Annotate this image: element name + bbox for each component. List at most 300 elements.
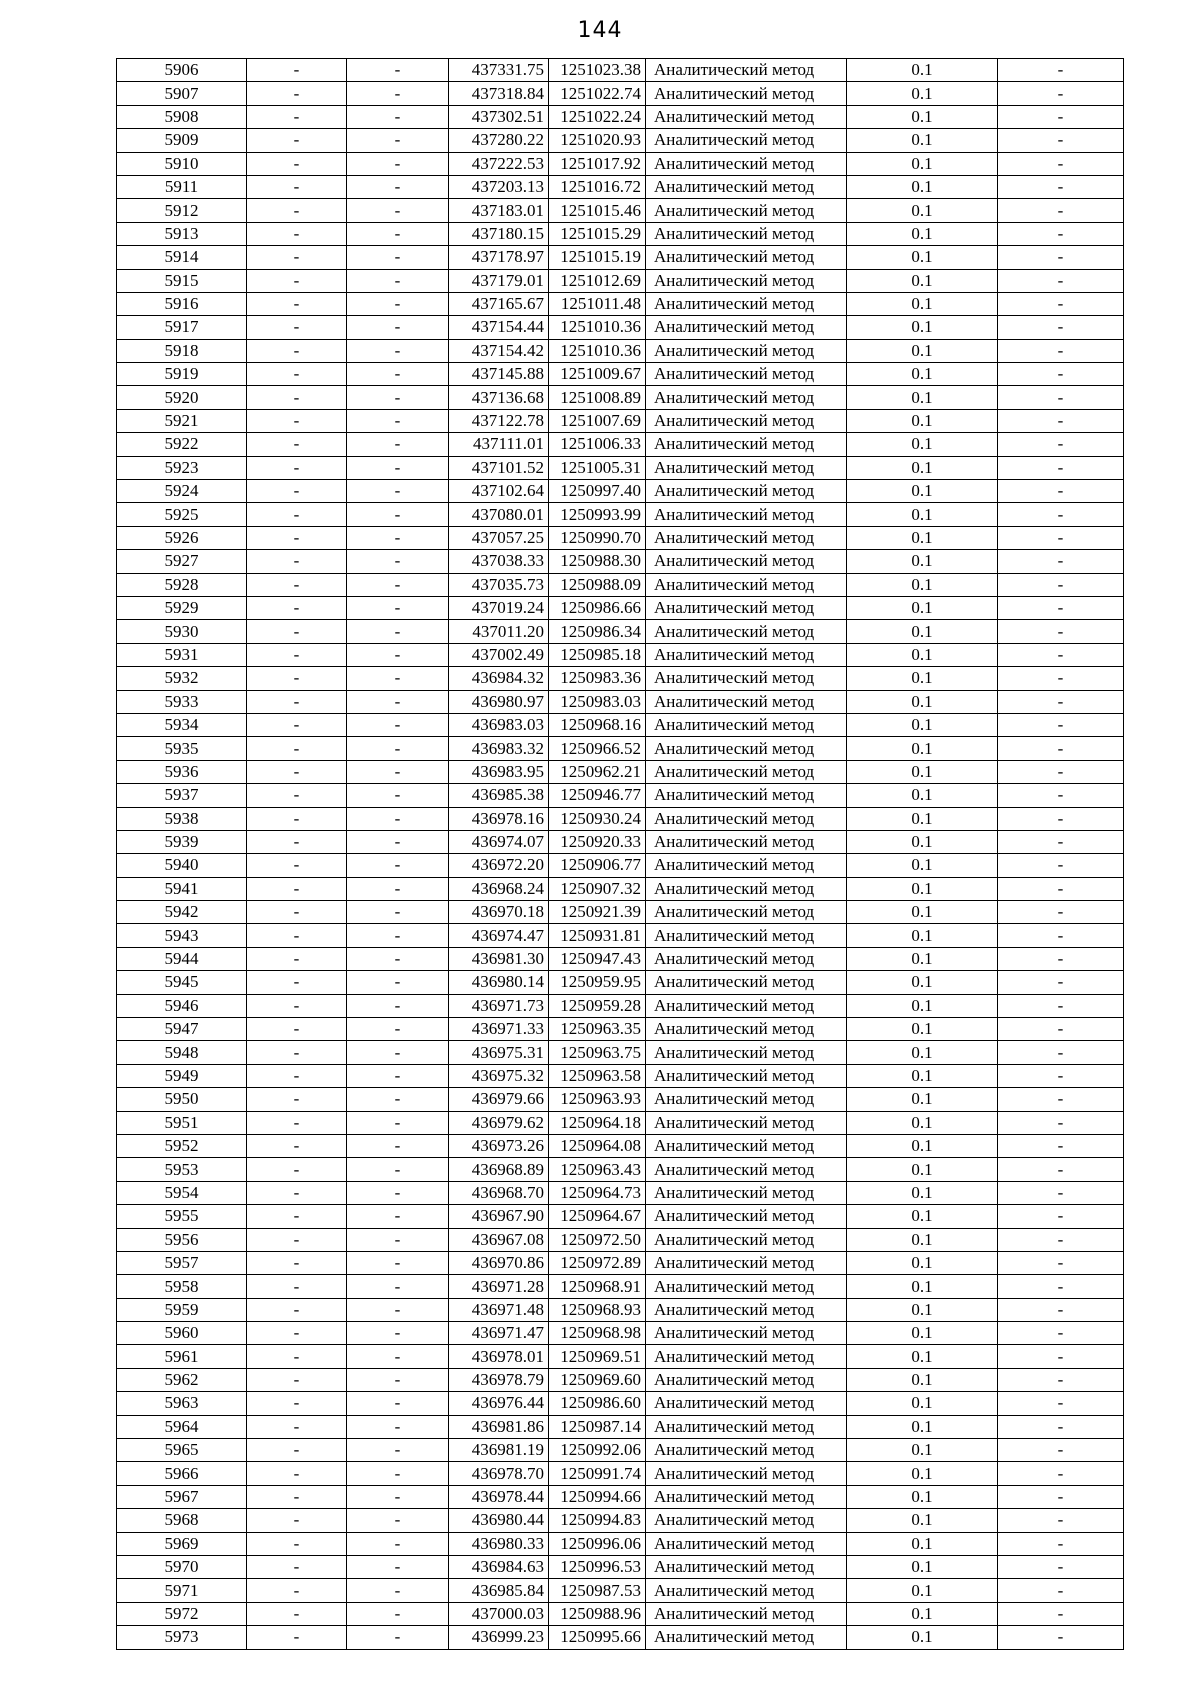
cell-point-number: 5972: [117, 1602, 247, 1625]
cell-col-c: -: [347, 152, 449, 175]
cell-precision: 0.1: [847, 667, 998, 690]
cell-col-h: -: [998, 59, 1124, 82]
cell-precision: 0.1: [847, 1485, 998, 1508]
cell-col-c: -: [347, 175, 449, 198]
cell-method: Аналитический метод: [646, 316, 847, 339]
table-row: [117, 1602, 1124, 1625]
cell-point-number: 5909: [117, 129, 247, 152]
cell-method: Аналитический метод: [646, 620, 847, 643]
cell-method: Аналитический метод: [646, 1532, 847, 1555]
cell-col-b: -: [247, 573, 347, 596]
cell-method: Аналитический метод: [646, 854, 847, 877]
table-row: [117, 1556, 1124, 1579]
cell-x-coordinate: 436967.08: [449, 1228, 549, 1251]
cell-col-h: -: [998, 222, 1124, 245]
cell-point-number: 5912: [117, 199, 247, 222]
cell-col-b: -: [247, 409, 347, 432]
table-row: [117, 667, 1124, 690]
cell-x-coordinate: 437178.97: [449, 246, 549, 269]
cell-precision: 0.1: [847, 924, 998, 947]
cell-precision: 0.1: [847, 784, 998, 807]
cell-y-coordinate: 1250993.99: [549, 503, 646, 526]
cell-y-coordinate: 1250968.16: [549, 713, 646, 736]
cell-y-coordinate: 1250959.28: [549, 994, 646, 1017]
cell-col-c: -: [347, 690, 449, 713]
cell-point-number: 5917: [117, 316, 247, 339]
cell-y-coordinate: 1251015.46: [549, 199, 646, 222]
cell-col-b: -: [247, 175, 347, 198]
cell-col-h: -: [998, 82, 1124, 105]
cell-col-b: -: [247, 760, 347, 783]
table-row: [117, 339, 1124, 362]
cell-col-h: -: [998, 1579, 1124, 1602]
table-row: [117, 1485, 1124, 1508]
cell-y-coordinate: 1250947.43: [549, 947, 646, 970]
cell-point-number: 5949: [117, 1064, 247, 1087]
cell-y-coordinate: 1250930.24: [549, 807, 646, 830]
cell-col-h: -: [998, 480, 1124, 503]
cell-col-b: -: [247, 1275, 347, 1298]
cell-point-number: 5957: [117, 1251, 247, 1274]
cell-point-number: 5929: [117, 596, 247, 619]
cell-col-c: -: [347, 784, 449, 807]
cell-method: Аналитический метод: [646, 152, 847, 175]
cell-col-h: -: [998, 526, 1124, 549]
cell-y-coordinate: 1250983.03: [549, 690, 646, 713]
cell-col-c: -: [347, 1251, 449, 1274]
cell-col-c: -: [347, 1579, 449, 1602]
cell-point-number: 5941: [117, 877, 247, 900]
cell-method: Аналитический метод: [646, 1462, 847, 1485]
cell-col-h: -: [998, 409, 1124, 432]
table-row: [117, 1181, 1124, 1204]
cell-method: Аналитический метод: [646, 1485, 847, 1508]
cell-point-number: 5918: [117, 339, 247, 362]
cell-col-b: -: [247, 1298, 347, 1321]
cell-x-coordinate: 436970.18: [449, 901, 549, 924]
cell-col-b: -: [247, 363, 347, 386]
table-row: [117, 386, 1124, 409]
cell-method: Аналитический метод: [646, 480, 847, 503]
cell-col-b: -: [247, 784, 347, 807]
cell-precision: 0.1: [847, 573, 998, 596]
table-row: [117, 690, 1124, 713]
cell-col-b: -: [247, 1485, 347, 1508]
cell-x-coordinate: 437102.64: [449, 480, 549, 503]
cell-x-coordinate: 436978.44: [449, 1485, 549, 1508]
cell-col-c: -: [347, 1462, 449, 1485]
cell-col-b: -: [247, 1556, 347, 1579]
cell-precision: 0.1: [847, 1602, 998, 1625]
cell-precision: 0.1: [847, 1415, 998, 1438]
cell-col-b: -: [247, 667, 347, 690]
cell-precision: 0.1: [847, 59, 998, 82]
cell-col-c: -: [347, 480, 449, 503]
cell-method: Аналитический метод: [646, 246, 847, 269]
cell-col-h: -: [998, 246, 1124, 269]
cell-precision: 0.1: [847, 550, 998, 573]
cell-col-h: -: [998, 667, 1124, 690]
table-row: [117, 246, 1124, 269]
cell-method: Аналитический метод: [646, 292, 847, 315]
cell-point-number: 5970: [117, 1556, 247, 1579]
cell-precision: 0.1: [847, 1298, 998, 1321]
cell-col-c: -: [347, 1064, 449, 1087]
cell-col-c: -: [347, 1181, 449, 1204]
cell-precision: 0.1: [847, 1088, 998, 1111]
cell-col-h: -: [998, 1041, 1124, 1064]
table-row: [117, 199, 1124, 222]
cell-x-coordinate: 436980.97: [449, 690, 549, 713]
cell-precision: 0.1: [847, 1251, 998, 1274]
cell-col-b: -: [247, 1111, 347, 1134]
cell-point-number: 5923: [117, 456, 247, 479]
cell-x-coordinate: 436978.79: [449, 1368, 549, 1391]
cell-col-h: -: [998, 1626, 1124, 1649]
table-row: [117, 784, 1124, 807]
table-row: [117, 503, 1124, 526]
cell-x-coordinate: 436978.01: [449, 1345, 549, 1368]
cell-col-c: -: [347, 1041, 449, 1064]
table-row: [117, 924, 1124, 947]
cell-point-number: 5910: [117, 152, 247, 175]
cell-point-number: 5927: [117, 550, 247, 573]
cell-col-h: -: [998, 339, 1124, 362]
cell-precision: 0.1: [847, 713, 998, 736]
cell-x-coordinate: 437179.01: [449, 269, 549, 292]
cell-point-number: 5931: [117, 643, 247, 666]
cell-method: Аналитический метод: [646, 830, 847, 853]
cell-col-b: -: [247, 386, 347, 409]
cell-col-c: -: [347, 222, 449, 245]
cell-x-coordinate: 437180.15: [449, 222, 549, 245]
cell-col-h: -: [998, 292, 1124, 315]
cell-col-b: -: [247, 1181, 347, 1204]
cell-col-b: -: [247, 994, 347, 1017]
cell-col-h: -: [998, 1392, 1124, 1415]
cell-point-number: 5967: [117, 1485, 247, 1508]
cell-col-b: -: [247, 269, 347, 292]
cell-point-number: 5954: [117, 1181, 247, 1204]
cell-precision: 0.1: [847, 947, 998, 970]
cell-x-coordinate: 436971.73: [449, 994, 549, 1017]
cell-x-coordinate: 436970.86: [449, 1251, 549, 1274]
cell-precision: 0.1: [847, 339, 998, 362]
cell-col-c: -: [347, 59, 449, 82]
cell-y-coordinate: 1251009.67: [549, 363, 646, 386]
cell-point-number: 5907: [117, 82, 247, 105]
cell-y-coordinate: 1250964.18: [549, 1111, 646, 1134]
table-row: [117, 760, 1124, 783]
cell-precision: 0.1: [847, 316, 998, 339]
cell-y-coordinate: 1250963.58: [549, 1064, 646, 1087]
cell-y-coordinate: 1250966.52: [549, 737, 646, 760]
cell-method: Аналитический метод: [646, 1439, 847, 1462]
table-row: [117, 1205, 1124, 1228]
cell-method: Аналитический метод: [646, 1111, 847, 1134]
cell-col-b: -: [247, 643, 347, 666]
cell-col-h: -: [998, 1556, 1124, 1579]
cell-col-b: -: [247, 503, 347, 526]
cell-y-coordinate: 1250991.74: [549, 1462, 646, 1485]
cell-point-number: 5966: [117, 1462, 247, 1485]
table-row: [117, 620, 1124, 643]
cell-col-h: -: [998, 105, 1124, 128]
cell-x-coordinate: 436973.26: [449, 1134, 549, 1157]
cell-point-number: 5940: [117, 854, 247, 877]
cell-col-h: -: [998, 830, 1124, 853]
cell-col-h: -: [998, 1298, 1124, 1321]
table-row: [117, 82, 1124, 105]
cell-col-h: -: [998, 901, 1124, 924]
cell-col-c: -: [347, 316, 449, 339]
cell-y-coordinate: 1250920.33: [549, 830, 646, 853]
cell-col-b: -: [247, 1579, 347, 1602]
cell-y-coordinate: 1250988.96: [549, 1602, 646, 1625]
cell-x-coordinate: 437302.51: [449, 105, 549, 128]
cell-method: Аналитический метод: [646, 1322, 847, 1345]
cell-x-coordinate: 437101.52: [449, 456, 549, 479]
cell-y-coordinate: 1250987.14: [549, 1415, 646, 1438]
cell-method: Аналитический метод: [646, 971, 847, 994]
cell-y-coordinate: 1250906.77: [549, 854, 646, 877]
cell-precision: 0.1: [847, 175, 998, 198]
cell-col-h: -: [998, 596, 1124, 619]
cell-col-c: -: [347, 1158, 449, 1181]
cell-x-coordinate: 437035.73: [449, 573, 549, 596]
cell-point-number: 5945: [117, 971, 247, 994]
cell-col-c: -: [347, 246, 449, 269]
cell-x-coordinate: 436968.70: [449, 1181, 549, 1204]
cell-col-b: -: [247, 1392, 347, 1415]
cell-point-number: 5916: [117, 292, 247, 315]
table-row: [117, 737, 1124, 760]
cell-col-h: -: [998, 1368, 1124, 1391]
cell-method: Аналитический метод: [646, 269, 847, 292]
cell-point-number: 5915: [117, 269, 247, 292]
cell-method: Аналитический метод: [646, 1602, 847, 1625]
cell-precision: 0.1: [847, 1158, 998, 1181]
cell-col-c: -: [347, 199, 449, 222]
table-row: [117, 129, 1124, 152]
table-body: [117, 59, 1124, 1650]
cell-y-coordinate: 1251010.36: [549, 316, 646, 339]
table-row: [117, 363, 1124, 386]
cell-precision: 0.1: [847, 105, 998, 128]
cell-y-coordinate: 1250968.93: [549, 1298, 646, 1321]
cell-col-h: -: [998, 550, 1124, 573]
cell-y-coordinate: 1250963.43: [549, 1158, 646, 1181]
cell-col-h: -: [998, 1439, 1124, 1462]
cell-y-coordinate: 1250992.06: [549, 1439, 646, 1462]
cell-col-c: -: [347, 573, 449, 596]
table-row: [117, 573, 1124, 596]
cell-col-b: -: [247, 1018, 347, 1041]
cell-method: Аналитический метод: [646, 901, 847, 924]
cell-precision: 0.1: [847, 1532, 998, 1555]
table-row: [117, 1392, 1124, 1415]
cell-method: Аналитический метод: [646, 1158, 847, 1181]
cell-x-coordinate: 437057.25: [449, 526, 549, 549]
cell-col-h: -: [998, 1509, 1124, 1532]
cell-col-b: -: [247, 830, 347, 853]
cell-col-h: -: [998, 1275, 1124, 1298]
cell-precision: 0.1: [847, 1626, 998, 1649]
cell-col-c: -: [347, 503, 449, 526]
cell-precision: 0.1: [847, 877, 998, 900]
table-row: [117, 807, 1124, 830]
cell-method: Аналитический метод: [646, 1041, 847, 1064]
cell-y-coordinate: 1250959.95: [549, 971, 646, 994]
cell-y-coordinate: 1250962.21: [549, 760, 646, 783]
cell-col-c: -: [347, 854, 449, 877]
cell-method: Аналитический метод: [646, 386, 847, 409]
cell-precision: 0.1: [847, 409, 998, 432]
cell-x-coordinate: 436971.47: [449, 1322, 549, 1345]
cell-point-number: 5926: [117, 526, 247, 549]
cell-precision: 0.1: [847, 269, 998, 292]
cell-point-number: 5924: [117, 480, 247, 503]
cell-point-number: 5947: [117, 1018, 247, 1041]
cell-x-coordinate: 436968.89: [449, 1158, 549, 1181]
cell-col-c: -: [347, 1439, 449, 1462]
cell-method: Аналитический метод: [646, 1556, 847, 1579]
table-row: [117, 433, 1124, 456]
cell-col-h: -: [998, 503, 1124, 526]
cell-y-coordinate: 1250996.06: [549, 1532, 646, 1555]
cell-y-coordinate: 1251010.36: [549, 339, 646, 362]
cell-col-c: -: [347, 1322, 449, 1345]
table-row: [117, 877, 1124, 900]
cell-point-number: 5968: [117, 1509, 247, 1532]
cell-x-coordinate: 437145.88: [449, 363, 549, 386]
table-row: [117, 994, 1124, 1017]
cell-col-c: -: [347, 643, 449, 666]
cell-method: Аналитический метод: [646, 877, 847, 900]
cell-col-h: -: [998, 713, 1124, 736]
cell-precision: 0.1: [847, 737, 998, 760]
cell-col-b: -: [247, 1322, 347, 1345]
cell-col-c: -: [347, 877, 449, 900]
cell-col-h: -: [998, 1485, 1124, 1508]
cell-point-number: 5944: [117, 947, 247, 970]
cell-y-coordinate: 1251015.29: [549, 222, 646, 245]
cell-y-coordinate: 1251011.48: [549, 292, 646, 315]
cell-precision: 0.1: [847, 152, 998, 175]
cell-method: Аналитический метод: [646, 1368, 847, 1391]
cell-method: Аналитический метод: [646, 1415, 847, 1438]
cell-y-coordinate: 1251022.24: [549, 105, 646, 128]
table-row: [117, 1532, 1124, 1555]
cell-col-h: -: [998, 643, 1124, 666]
cell-col-c: -: [347, 1205, 449, 1228]
cell-col-c: -: [347, 1626, 449, 1649]
cell-x-coordinate: 437111.01: [449, 433, 549, 456]
cell-col-b: -: [247, 1462, 347, 1485]
cell-point-number: 5921: [117, 409, 247, 432]
cell-col-b: -: [247, 807, 347, 830]
cell-col-c: -: [347, 1415, 449, 1438]
cell-col-c: -: [347, 526, 449, 549]
cell-col-c: -: [347, 1298, 449, 1321]
cell-col-c: -: [347, 713, 449, 736]
cell-col-c: -: [347, 901, 449, 924]
cell-col-b: -: [247, 1602, 347, 1625]
table-row: [117, 1134, 1124, 1157]
cell-y-coordinate: 1251020.93: [549, 129, 646, 152]
cell-x-coordinate: 437000.03: [449, 1602, 549, 1625]
cell-method: Аналитический метод: [646, 363, 847, 386]
table-row: [117, 175, 1124, 198]
table-row: [117, 947, 1124, 970]
table-row: [117, 316, 1124, 339]
cell-y-coordinate: 1251017.92: [549, 152, 646, 175]
cell-col-h: -: [998, 1134, 1124, 1157]
cell-method: Аналитический метод: [646, 433, 847, 456]
cell-method: Аналитический метод: [646, 667, 847, 690]
cell-y-coordinate: 1250963.35: [549, 1018, 646, 1041]
cell-y-coordinate: 1250921.39: [549, 901, 646, 924]
cell-col-c: -: [347, 830, 449, 853]
cell-precision: 0.1: [847, 1041, 998, 1064]
cell-method: Аналитический метод: [646, 339, 847, 362]
cell-y-coordinate: 1250990.70: [549, 526, 646, 549]
cell-x-coordinate: 437038.33: [449, 550, 549, 573]
cell-precision: 0.1: [847, 994, 998, 1017]
table-row: [117, 1158, 1124, 1181]
table-row: [117, 105, 1124, 128]
cell-x-coordinate: 437080.01: [449, 503, 549, 526]
cell-col-b: -: [247, 292, 347, 315]
cell-method: Аналитический метод: [646, 1392, 847, 1415]
cell-point-number: 5939: [117, 830, 247, 853]
cell-point-number: 5942: [117, 901, 247, 924]
cell-method: Аналитический метод: [646, 456, 847, 479]
cell-col-c: -: [347, 269, 449, 292]
cell-col-c: -: [347, 82, 449, 105]
table-row: [117, 1322, 1124, 1345]
cell-col-h: -: [998, 1345, 1124, 1368]
cell-x-coordinate: 437154.44: [449, 316, 549, 339]
cell-point-number: 5948: [117, 1041, 247, 1064]
cell-col-h: -: [998, 994, 1124, 1017]
cell-point-number: 5936: [117, 760, 247, 783]
cell-col-b: -: [247, 1626, 347, 1649]
cell-method: Аналитический метод: [646, 129, 847, 152]
cell-x-coordinate: 436984.63: [449, 1556, 549, 1579]
cell-col-c: -: [347, 1018, 449, 1041]
cell-precision: 0.1: [847, 1509, 998, 1532]
cell-col-h: -: [998, 386, 1124, 409]
cell-y-coordinate: 1250931.81: [549, 924, 646, 947]
cell-col-h: -: [998, 1228, 1124, 1251]
cell-point-number: 5928: [117, 573, 247, 596]
cell-y-coordinate: 1251023.38: [549, 59, 646, 82]
cell-method: Аналитический метод: [646, 1228, 847, 1251]
cell-method: Аналитический метод: [646, 1088, 847, 1111]
cell-y-coordinate: 1250968.91: [549, 1275, 646, 1298]
cell-col-b: -: [247, 924, 347, 947]
table-row: [117, 269, 1124, 292]
cell-col-b: -: [247, 1532, 347, 1555]
cell-x-coordinate: 436978.70: [449, 1462, 549, 1485]
cell-y-coordinate: 1250969.60: [549, 1368, 646, 1391]
cell-col-b: -: [247, 339, 347, 362]
cell-y-coordinate: 1250988.30: [549, 550, 646, 573]
cell-method: Аналитический метод: [646, 1298, 847, 1321]
cell-x-coordinate: 437280.22: [449, 129, 549, 152]
cell-col-h: -: [998, 1064, 1124, 1087]
